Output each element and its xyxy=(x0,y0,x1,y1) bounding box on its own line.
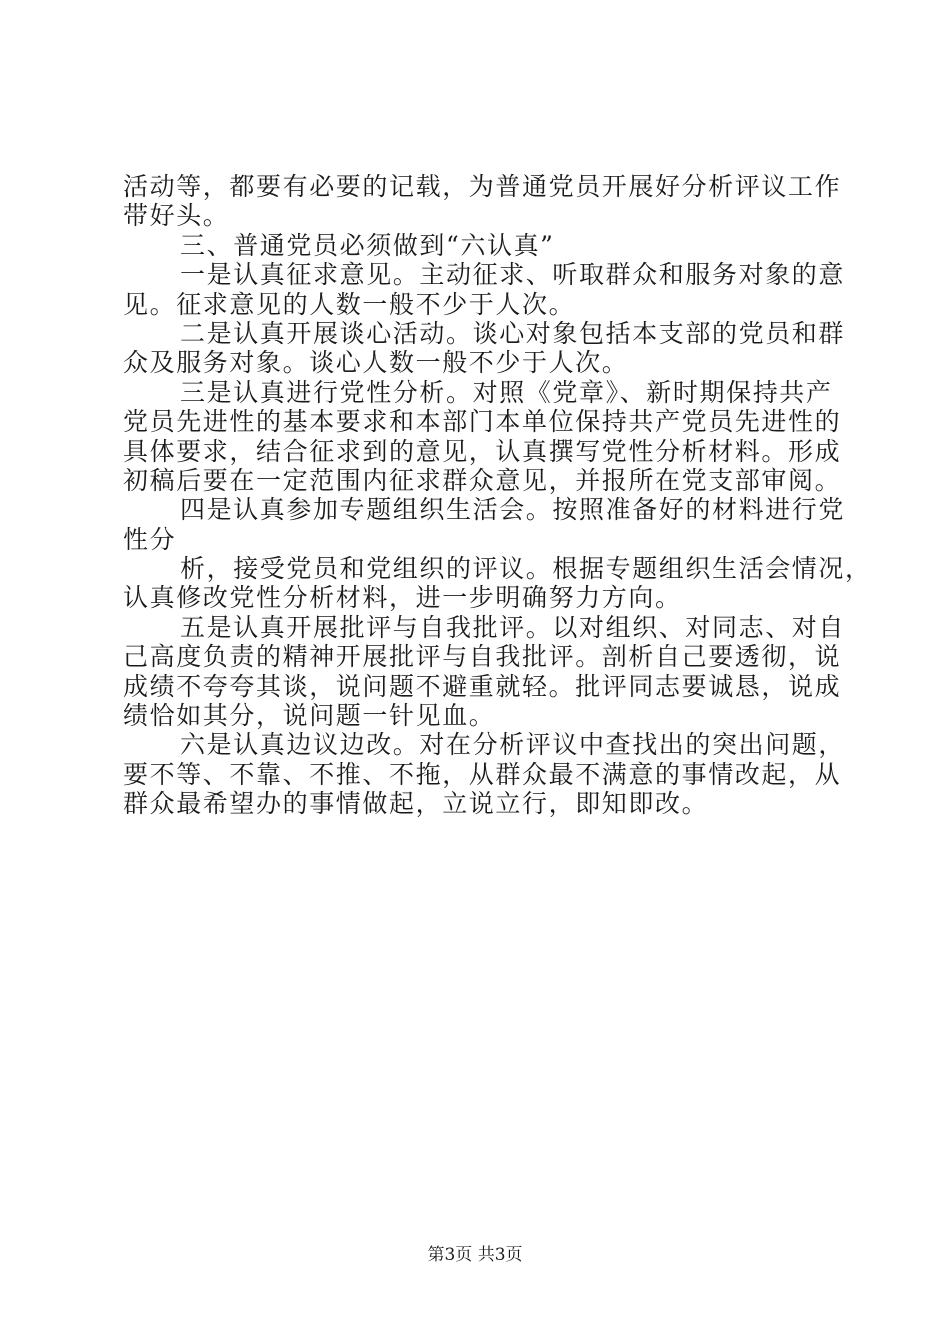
text-line: 一是认真征求意见。主动征求、听取群众和服务对象的意 xyxy=(180,260,846,290)
text-line: 见。征求意见的人数一般不少于人次。 xyxy=(123,289,576,319)
text-line: 带好头。 xyxy=(123,201,230,231)
text-line: 四是认真参加专题组织生活会。按照准备好的材料进行党 xyxy=(180,495,846,525)
text-line: 五是认真开展批评与自我批评。以对组织、对同志、对自 xyxy=(180,612,846,642)
document-body xyxy=(123,172,872,819)
text-line: 初稿后要在一定范围内征求群众意见，并报所在党支部审阅。 xyxy=(123,465,842,495)
text-line: 具体要求，结合征求到的意见，认真撰写党性分析材料。形成 xyxy=(123,436,842,466)
text-line: 成绩不夸夸其谈，说问题不避重就轻。批评同志要诚恳，说成 xyxy=(123,671,842,701)
text-line: 己高度负责的精神开展批评与自我批评。剖析自己要透彻，说 xyxy=(123,642,842,672)
text-line: 党员先进性的基本要求和本部门本单位保持共产党员先进性的 xyxy=(123,407,842,437)
text-line: 活动等，都要有必要的记载，为普通党员开展好分析评议工作 xyxy=(123,172,842,201)
text-line: 六是认真边议边改。对在分析评议中查找出的突出问题， xyxy=(180,730,846,760)
text-line: 二是认真开展谈心活动。谈心对象包括本支部的党员和群 xyxy=(180,318,846,348)
text-line: 析，接受党员和党组织的评议。根据专题组织生活会情况， xyxy=(180,554,872,584)
text-line: 三是认真进行党性分析。对照《党章》、新时期保持共产 xyxy=(180,377,833,407)
section-heading: 三、普通党员必须做到“六认真” xyxy=(180,230,555,260)
text-line: 要不等、不靠、不推、不拖，从群众最不满意的事情改起，从 xyxy=(123,759,842,789)
text-line: 认真修改党性分析材料，进一步明确努力方向。 xyxy=(123,583,682,613)
text-line: 绩恰如其分，说问题一针见血。 xyxy=(123,701,496,731)
text-line: 群众最希望办的事情做起，立说立行，即知即改。 xyxy=(123,789,709,819)
page-number-footer: 第3页 共3页 xyxy=(427,1245,523,1265)
text-line: 性分 xyxy=(123,524,177,554)
text-line: 众及服务对象。谈心人数一般不少于人次。 xyxy=(123,348,629,378)
